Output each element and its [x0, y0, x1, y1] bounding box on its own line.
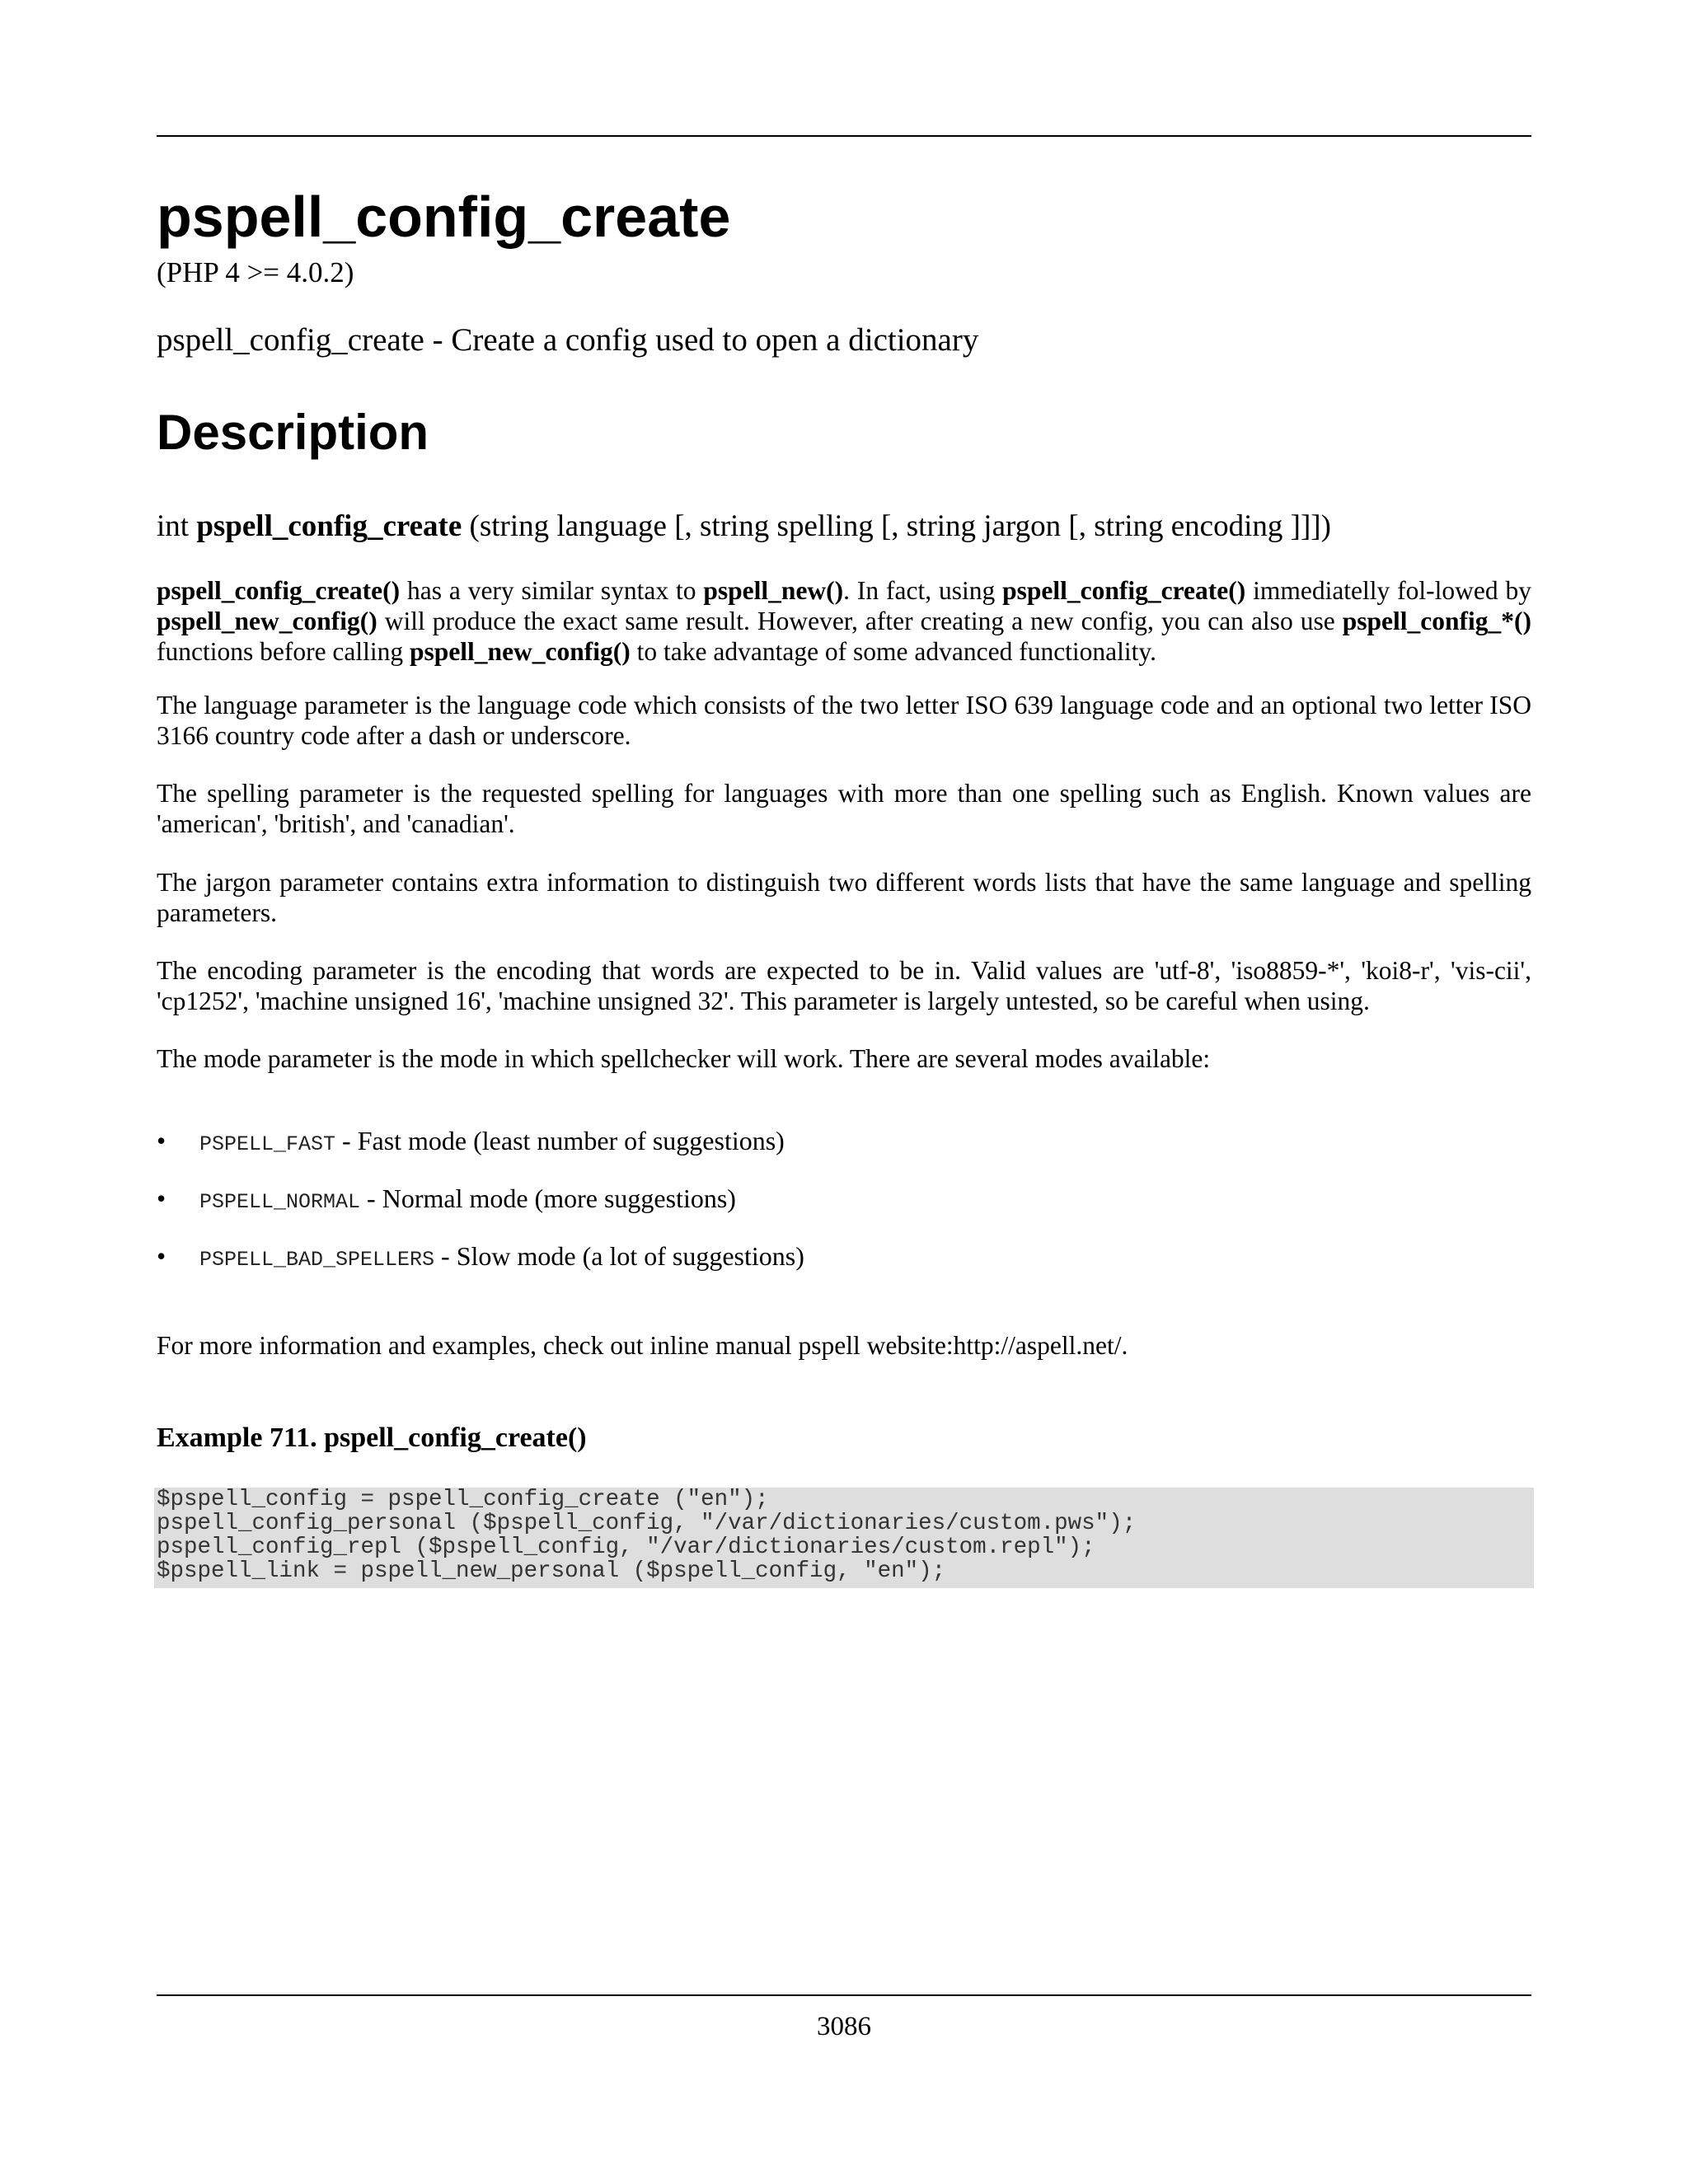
paragraph-more-info: For more information and examples, check out inline manual pspell website:http://aspell.net/. — [157, 1331, 1128, 1360]
mode-constant: PSPELL_NORMAL — [199, 1190, 361, 1214]
synopsis-function-name: pspell_config_create — [196, 509, 462, 543]
function-ref: pspell_config_create() — [1002, 576, 1246, 605]
page-number: 3086 — [817, 2012, 871, 2041]
function-ref: pspell_new_config() — [157, 607, 377, 635]
text-run: to take advantage of some advanced functionality. — [630, 637, 1156, 666]
paragraph-spelling: The spelling parameter is the requested spelling for languages with more than one spelling such as English. Known values are 'american', 'british', and 'canadian'. — [157, 779, 1531, 838]
mode-description: - Slow mode (a lot of suggestions) — [434, 1241, 804, 1271]
top-rule — [157, 135, 1531, 137]
bottom-rule — [157, 1994, 1531, 1996]
code-line: $pspell_config = pspell_config_create ("en"); — [157, 1487, 769, 1512]
version-info: (PHP 4 >= 4.0.2) — [157, 256, 354, 288]
function-ref: pspell_config_*() — [1342, 607, 1531, 635]
text-run: functions before calling — [157, 637, 410, 666]
paragraph-jargon: The jargon parameter contains extra information to distinguish two different words lists that have the same language and spelling parameters. — [157, 868, 1531, 927]
text-run: will produce the exact same result. However, after creating a new config, you can also use — [377, 607, 1343, 635]
bullet-icon: • — [157, 1126, 166, 1155]
list-item — [157, 1182, 804, 1240]
function-ref: pspell_config_create() — [157, 576, 401, 605]
code-line: $pspell_link = pspell_new_personal ($pspell_config, "en"); — [157, 1558, 946, 1584]
paragraph-encoding: The encoding parameter is the encoding that words are expected to be in. Valid values are 'utf-8', 'iso8859-*', 'koi8-r', 'vis-cii', 'cp1252', 'machine unsigned 16', 'machine unsigned 32'. This parameter is largely untested, so be careful when using. — [157, 956, 1531, 1015]
paragraph-language: The language parameter is the language code which consists of the two letter ISO 639 language code and an optional two letter ISO 3166 country code after a dash or underscore. — [157, 691, 1531, 750]
mode-constant: PSPELL_BAD_SPELLERS — [199, 1248, 435, 1272]
function-ref: pspell_new_config() — [410, 637, 631, 666]
bullet-icon: • — [157, 1183, 166, 1213]
code-example-block — [154, 1488, 1534, 1588]
function-purpose: pspell_config_create - Create a config used to open a dictionary — [157, 322, 979, 358]
function-ref: pspell_new() — [703, 576, 844, 605]
mode-constant: PSPELL_FAST — [199, 1132, 336, 1156]
code-line: pspell_config_personal ($pspell_config, "/var/dictionaries/custom.pws"); — [157, 1511, 1137, 1536]
paragraph-mode: The mode parameter is the mode in which spellchecker will work. There are several modes available: — [157, 1044, 1211, 1073]
text-run: . In fact, using — [843, 576, 1003, 605]
function-synopsis — [157, 509, 1331, 545]
synopsis-params: (string language [, string spelling [, string jargon [, string encoding ]]]) — [469, 509, 1331, 543]
bullet-icon: • — [157, 1241, 166, 1271]
page-title: pspell_config_create — [157, 185, 731, 249]
list-item — [157, 1240, 804, 1297]
mode-description: - Normal mode (more suggestions) — [360, 1183, 736, 1213]
section-heading-description: Description — [157, 405, 429, 460]
mode-list — [157, 1124, 804, 1297]
mode-description: - Fast mode (least number of suggestions) — [335, 1126, 785, 1155]
synopsis-return-type: int — [157, 509, 190, 543]
code-line: pspell_config_repl ($pspell_config, "/var/dictionaries/custom.repl"); — [157, 1535, 1095, 1560]
list-item — [157, 1124, 804, 1182]
paragraph-overview — [157, 575, 1531, 667]
example-title: Example 711. pspell_config_create() — [157, 1422, 587, 1453]
text-run: immediatelly fol-lowed by — [1245, 576, 1532, 605]
text-run: has a very similar syntax to — [400, 576, 704, 605]
